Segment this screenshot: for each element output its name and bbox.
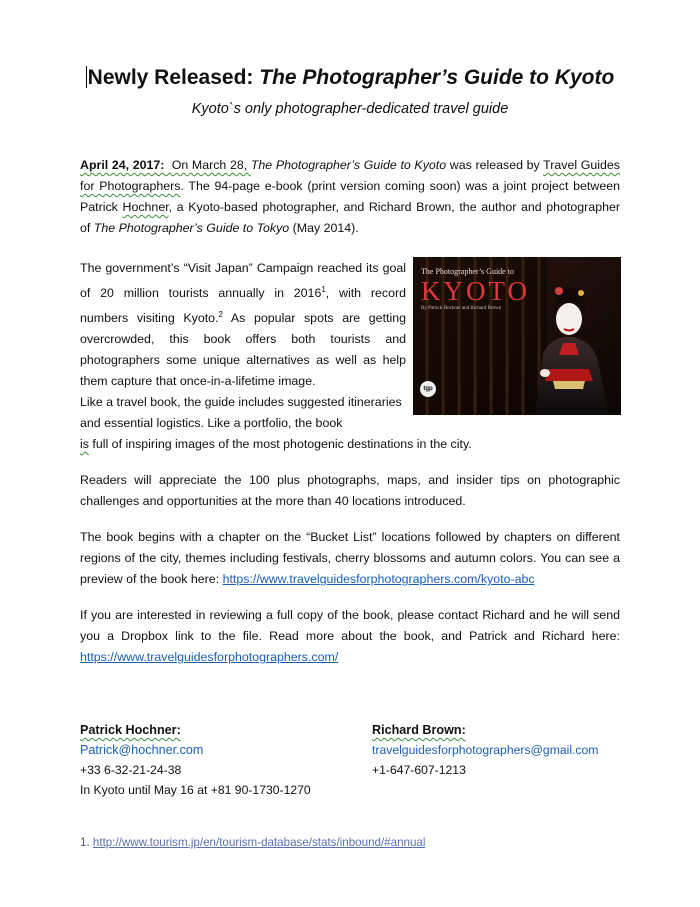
- website-link[interactable]: https://www.travelguidesforphotographers.com/: [80, 650, 339, 664]
- cover-title: KYOTO: [421, 276, 530, 306]
- contact-email[interactable]: travelguidesforphotographers@gmail.com: [372, 743, 599, 757]
- cover-subtitle: The Photographer’s Guide to: [421, 267, 514, 276]
- contact-phone: +33 6-32-21-24-38: [80, 763, 182, 777]
- contact-phone: +1-647-607-1213: [372, 763, 466, 777]
- intro-paragraph: April 24, 2017: On March 28, The Photographer’s Guide to Kyoto was released by Travel Guides for Photographers. The 94-page e-book (print version coming soon) was a joint project between Patrick Hochner, a Kyoto-based photographer, and Richard Brown, the author and photographer of The Photographer’s Guide to Tokyo (May 2014).: [80, 158, 621, 235]
- title-prefix: Newly Released:: [87, 66, 260, 89]
- campaign-paragraph: The government’s “Visit Japan” Campaign reached its goal of 20 million tourists annually in 2016$^1$, with record numbers visiting Kyoto.$^2$ As popular spots are getting overcrowded, this book offers both tourists and photographers some unique alternatives as well as help them capture that once-in-a-lifetime image.: [80, 261, 406, 389]
- contact-richard: [372, 720, 598, 780]
- footnote-link[interactable]: http://www.tourism.jp/en/tourism-database/stats/inbound/#annual: [92, 836, 426, 849]
- travel-book-paragraph: Like a travel book, the guide includes suggested itineraries and essential logistics. Like a portfolio, the book: [80, 395, 402, 430]
- travel-book-paragraph-end: is full of inspiring images of the most photogenic destinations in the city.: [80, 437, 472, 451]
- readers-paragraph: Readers will appreciate the 100 plus photographs, maps, and insider tips on photographic challenges and opportunities at the more than 40 locations introduced.: [80, 473, 620, 508]
- publisher-name: Travel Guides for Photographers: [80, 158, 620, 193]
- footnote: [80, 836, 425, 849]
- footnote-number: 1.: [80, 836, 90, 849]
- contact-name: Richard Brown:: [372, 723, 466, 737]
- release-date: April 24, 2017:: [80, 158, 165, 172]
- page-title: [0, 66, 700, 90]
- contact-email[interactable]: Patrick@hochner.com: [80, 743, 204, 757]
- publisher-logo-icon: tgp: [420, 381, 436, 397]
- title-book-name: The Photographer’s Guide to Kyoto: [259, 66, 615, 89]
- preview-link[interactable]: https://www.travelguidesforphotographers.com/kyoto-abc: [222, 572, 535, 586]
- page-subtitle: Kyoto`s only photographer-dedicated travel guide: [191, 101, 509, 117]
- text-cursor: [86, 66, 87, 88]
- contact-name: Patrick Hochner:: [80, 723, 181, 737]
- chapters-paragraph: The book begins with a chapter on the “Bucket List” locations followed by chapters on different regions of the city, themes including festivals, cherry blossoms and autumn colors. You can see a preview of the book here: https://www.travelguidesforphotographers.com/kyoto-abc: [80, 530, 620, 586]
- book-cover-image: [413, 257, 621, 415]
- footnote-ref-2: 2: [218, 310, 223, 320]
- cover-authors: By Patrick Hochner and Richard Brown: [421, 306, 502, 311]
- contact-extra: In Kyoto until May 16 at +81 90-1730-1270: [80, 783, 311, 797]
- contact-patrick: [80, 720, 311, 800]
- contact-paragraph: If you are interested in reviewing a full copy of the book, please contact Richard and he will send you a Dropbox link to the file. Read more about the book, and Patrick and Richard here: https://www.travelguidesforphotographers.com/: [80, 608, 620, 664]
- footnote-ref-1: 1: [321, 285, 326, 294]
